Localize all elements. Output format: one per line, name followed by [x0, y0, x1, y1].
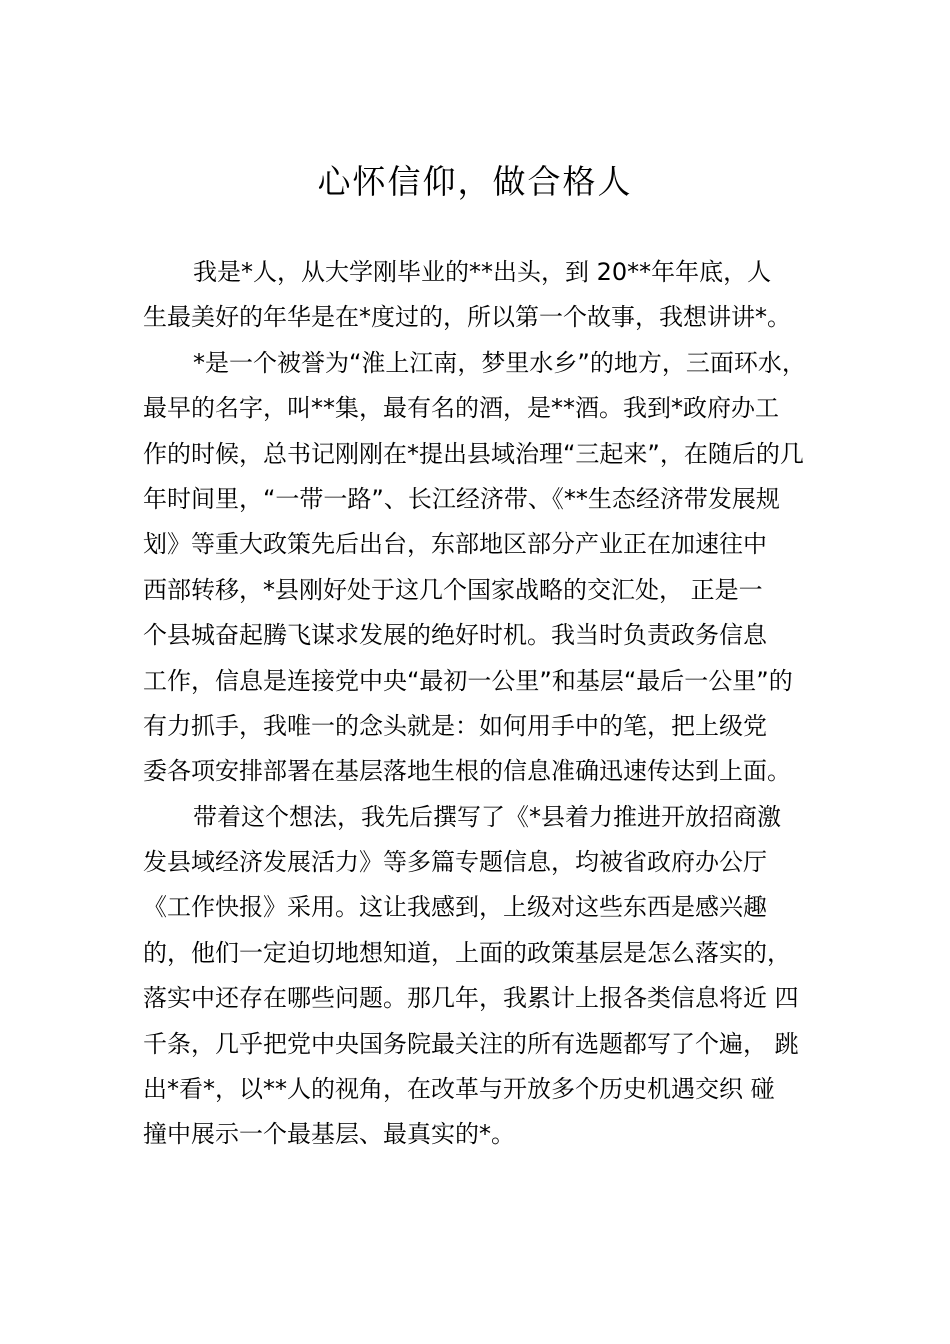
text-line: 年时间里，“一带一路”、长江经济带、《**生态经济带发展规 — [143, 484, 780, 513]
text-line: *是一个被誉为“淮上江南，梦里水乡”的地方，三面环水， — [193, 348, 806, 377]
text-line: 划》等重大政策先后出台，东部地区部分产业正在加速往中 — [143, 530, 767, 559]
document-title: 心怀信仰，做合格人 — [317, 162, 633, 201]
text-line: 《工作快报》采用。这让我感到，上级对这些东西是感兴趣 — [143, 893, 767, 922]
paragraph-2 — [143, 341, 823, 795]
text-line: 西部转移，*县刚好处于这几个国家战略的交汇处， 正是一 — [143, 575, 763, 604]
text-line: 落实中还存在哪些问题。那几年，我累计上报各类信息将近 四 — [143, 984, 799, 1013]
text-line: 生最美好的年华是在*度过的，所以第一个故事，我想讲讲*。 — [143, 303, 791, 332]
text-line: 出*看*，以**人的视角，在改革与开放多个历史机遇交织 碰 — [143, 1075, 775, 1104]
paragraph-3 — [143, 795, 823, 1158]
text-line: 工作，信息是连接党中央“最初一公里”和基层“最后一公里”的 — [143, 666, 793, 695]
text-line: 个县城奋起腾飞谋求发展的绝好时机。我当时负责政务信息 — [143, 621, 767, 650]
text-line: 有力抓手，我唯一的念头就是：如何用手中的笔，把上级党 — [143, 711, 767, 740]
text-line: 的，他们一定迫切地想知道，上面的政策基层是怎么落实的， — [143, 938, 791, 967]
text-line: 发县域经济发展活力》等多篇专题信息，均被省政府办公厅 — [143, 848, 767, 877]
text-line: 千条，几乎把党中央国务院最关注的所有选题都写了个遍， 跳 — [143, 1029, 799, 1058]
document-body — [143, 250, 823, 1158]
text-line: 我是*人，从大学刚毕业的**出头，到 20**年年底，人 — [193, 258, 772, 286]
text-line: 作的时候，总书记刚刚在*提出县域治理“三起来”，在随后的几 — [143, 439, 804, 468]
text-line: 委各项安排部署在基层落地生根的信息准确迅速传达到上面。 — [143, 757, 791, 786]
text-line: 撞中展示一个最基层、最真实的*。 — [143, 1120, 515, 1149]
text-line: 最早的名字，叫**集，最有名的酒，是**酒。我到*政府办工 — [143, 394, 779, 423]
text-line: 带着这个想法，我先后撰写了《*县着力推进开放招商激 — [193, 802, 781, 831]
paragraph-1 — [143, 250, 823, 341]
